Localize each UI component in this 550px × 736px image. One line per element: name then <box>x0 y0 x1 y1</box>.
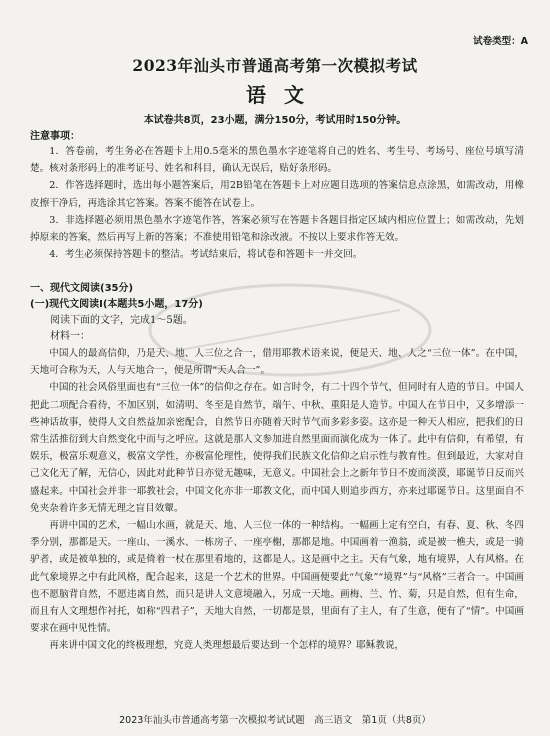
note-item: 3．非选择题必须用黑色墨水字迹笔作答，答案必须写在答题卡各题目指定区域内相应位置上；如需改动，先划掉原来的答案，然后再写上新的答案；不准使用铅笔和涂改液。不按以上要求作答无效。 <box>30 214 524 244</box>
sub-section-heading: (一)现代文阅读I(本题共5小题，17分) <box>30 299 203 310</box>
passage-paragraph: 中国人的最高信仰，乃是天、地、人三位之合一，借用耶教术语来说，便是天、地、人之“三位一体”。在中国，天地可合称为天，人与天地合一，便是所谓“天人合一”。 <box>30 348 524 377</box>
note-item: 4．考生必须保持答题卡的整洁。考试结束后，将试卷和答题卡一并交回。 <box>49 249 363 261</box>
exam-title: 2023年汕头市普通高考第一次模拟考试 <box>132 56 418 75</box>
exam-subject: 语文 <box>246 83 322 107</box>
note-item: 2．作答选择题时，选出每小题答案后，用2B铅笔在答题卡上对应题目选项的答案信息点涂黑，如需改动，用橡皮擦干净后，再选涂其它答案。答案不能答在试卷上。 <box>30 180 524 209</box>
exam-type-tag: 试卷类型：A <box>473 36 528 47</box>
reading-instruction: 阅读下面的文字，完成1～5题。 <box>50 315 193 326</box>
note-item: 1．答卷前，考生务必在答题卡上用0.5毫米的黑色墨水字迹笔将自己的姓名、考生号、考场号、座位号填写清楚。核对条形码上的准考证号、姓名和科目，确认无误后，贴好条形码。 <box>30 146 524 175</box>
notes-list <box>30 143 524 263</box>
reading-passage <box>30 345 524 655</box>
passage-paragraph: 再来讲中国文化的终极理想，究竟人类理想最后要达到一个怎样的境界？耶稣教说， <box>49 640 405 652</box>
notes-heading: 注意事项： <box>30 131 80 142</box>
material-label: 材料一： <box>50 331 90 342</box>
exam-meta: 本试卷共8页，23小题，满分150分，考试用时150分钟。 <box>143 115 407 126</box>
passage-paragraph: 中国的社会风俗里面也有“三位一体”的信仰之存在。如言时令，有二十四个节气，但同时有人造的节日。中国人把此二项配合看待，不加区别，如清明、冬至是自然节，端午、中秋、重阳是人造节。中国人在节日中，又多增添一些神话故事，使得人文自然益加亲密配合，自然节日亦随着天时节气而多彩多姿。这亦是一种天人相应，把我们的日常生活推衍到大自然变化中而与之呼应。这就是那人文参加进自然里面而演化成为一体了。此中有信仰，有希望，有娱乐，极富乐观意义，极富文学性，亦极富伦理性，使得我们民族文化信仰之启示性与教育性。但到最近，大家对自己文化无了解，无信心，因此对此种节日亦觉无趣味，无意义。中国社会上之新年节日不废而淡漠，耶诞节日反而兴盛起来。中国社会并非一耶教社会，中国文化亦非一耶教文化，而中国人则追步西方，亦来过耶诞节日。这里面自不免夹杂着许多无情无理之盲目效颦。 <box>30 382 524 514</box>
passage-paragraph: 再讲中国的艺术，一幅山水画，就是天、地、人三位一体的一种结构。一幅画上定有空白，有春、夏、秋、冬四季分别，那都是天。一座山、一溪水、一栋房子、一座亭榭，那都是地。中国画着一渔翁，或是被一樵夫，或是一骑驴者，或是被单独的，或是倚着一杖在那里看地的，这都是人。这是画中之主。天有气象，地有境界，人有风格。在此气象境界之中有此风格，配合起来，这是一个艺术的世界。中国画便要此“气象”“境界”与“风格”三者合一。中国画也不愿脑背自然，不愿违离自然，而只是讲人文意境融入，另成一天地。画梅、兰、竹、菊，只是自然，但有生命，而且有人文理想作衬托，如称“四君子”，天地大自然，一切都是景，里面有了主人，有了生意，便有了“情”。中国画要求在画中见性情。 <box>30 520 524 635</box>
section-heading: 一、现代文阅读(35分) <box>30 283 134 294</box>
page-footer: 2023年汕头市普通高考第一次模拟考试试题 高三语文 第1页（共8页） <box>119 715 431 726</box>
